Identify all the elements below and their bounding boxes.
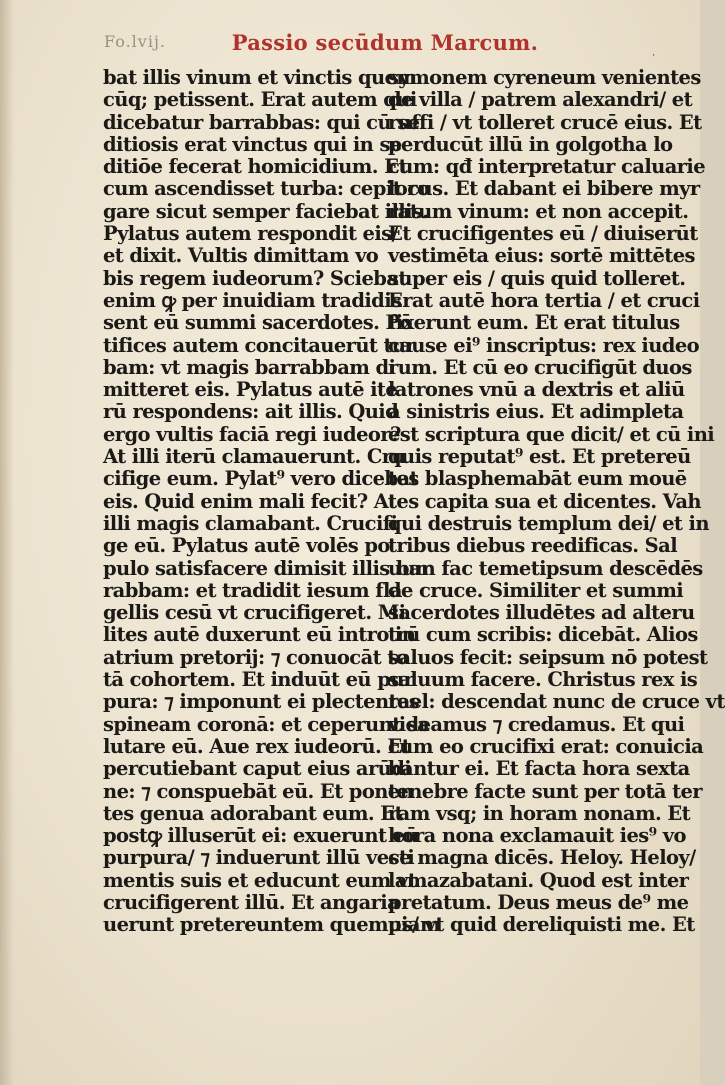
text-line: rael: descendat nunc de cruce vt <box>388 690 725 714</box>
text-line: ditiosis erat vinctus qui in se <box>103 132 402 156</box>
text-line: pulo satisfacere dimisit illis bar <box>103 556 431 580</box>
text-line: vestimēta eius: sortē mittētes <box>388 244 695 268</box>
text-line: uum fac temetipsum descēdēs <box>388 556 703 580</box>
text-line: Erat autē hora tertia / et cruci <box>388 288 700 312</box>
text-line: mentis suis et educunt eum vt <box>103 868 417 892</box>
text-line: rabbam: et tradidit iesum fla <box>103 578 402 602</box>
text-line: tifices autem concitauerūt tur <box>103 333 416 357</box>
text-line: mitteret eis. Pylatus autē ite <box>103 378 398 402</box>
text-line: saluos fecit: seipsum nō potest <box>388 645 708 669</box>
text-line: ratum vinum: et non accepit. <box>388 199 689 223</box>
gutter-shadow <box>0 0 14 1085</box>
text-line: cum ascendisset turba: cepit ro <box>103 177 430 201</box>
text-line: bat illis vinum et vinctis quem <box>103 66 417 89</box>
text-line: tribus diebus reedificas. Sal <box>388 534 678 558</box>
text-line: bam: vt magis barrabbam di <box>103 355 396 379</box>
running-head <box>0 30 700 55</box>
text-line: cause ei⁹ inscriptus: rex iudeo <box>388 333 700 357</box>
text-line: a sinistris eius. Et adimpleta <box>388 400 684 424</box>
text-line: percutiebant caput eius arūdi <box>103 757 412 781</box>
text-line: cūq; petissent. Erat autem qui <box>103 88 417 112</box>
text-line: purpura/ ⁊ induerunt illū vesti <box>103 846 415 870</box>
corner-mark: ⸱ <box>652 48 656 62</box>
text-line: tā cohortem. Et induūt eū pur <box>103 668 414 692</box>
text-line: Pylatus autem respondit eis/ <box>103 222 399 246</box>
right-text-column <box>388 66 725 937</box>
text-line: trū cum scribis: dicebāt. Alios <box>388 623 698 647</box>
text-line: lites autē duxerunt eū intro in <box>103 623 416 647</box>
text-line: tes genua adorabant eum. Et <box>103 801 403 825</box>
text-line: tes capita sua et dicentes. Vah <box>388 489 701 513</box>
text-line: locus. Et dabant ei bibere myr <box>388 177 700 201</box>
text-line: Et crucifigentes eū / diuiserūt <box>388 222 698 246</box>
text-line: perducūt illū in golgotha lo <box>388 132 673 156</box>
folio-number: Fo.lvij. <box>104 32 166 51</box>
text-line: et dixit. Vultis dimittam vo <box>103 244 379 268</box>
text-line: super eis / quis quid tolleret. <box>388 266 686 290</box>
text-line: pura: ⁊ imponunt ei plectentes <box>103 690 420 714</box>
text-line: videamus ⁊ credamus. Et qui <box>388 712 685 736</box>
left-text-column <box>103 66 440 937</box>
text-line: lutare eū. Aue rex iudeorū. Et <box>103 734 410 758</box>
text-line: fixerunt eum. Et erat titulus <box>388 311 680 335</box>
text-line: latrones vnū a dextris et aliū <box>388 378 685 402</box>
text-line: quis reputat⁹ est. Et pretereū <box>388 445 691 469</box>
text-line: bis regem iudeorum? Sciebat <box>103 266 407 290</box>
text-line: hora nona exclamauit ies⁹ vo <box>388 824 686 848</box>
text-line: ram vsq; in horam nonam. Et <box>388 801 691 825</box>
text-line: gellis cesū vt crucifigeret. Mi <box>103 601 406 625</box>
text-line: cifige eum. Pylat⁹ vero dicebat <box>103 467 418 491</box>
text-line: cum: qđ interpretatur caluarie <box>388 155 706 179</box>
text-line: cum eo crucifixi erat: conuicia <box>388 734 704 758</box>
text-line: sent eū summi sacerdotes. Pō <box>103 311 412 335</box>
text-line: est scriptura que dicit/ et cū ini <box>388 422 715 446</box>
text-line: crucifigerent illū. Et angaria <box>103 890 400 914</box>
text-line: tenebre facte sunt per totā ter <box>388 779 702 803</box>
text-line: ne: ⁊ conspuebāt eū. Et ponen <box>103 779 414 803</box>
text-line: illi magis clamabant. Crucifi <box>103 511 398 535</box>
text-line: ce magna dicēs. Heloy. Heloy/ <box>388 846 696 870</box>
text-line: lamazabatani. Quod est inter <box>388 868 689 892</box>
text-line: ge eū. Pylatus autē volēs po <box>103 534 390 558</box>
text-line: eis. Quid enim mali fecit? At <box>103 489 397 513</box>
text-line: ditiōe fecerat homicidium. Et <box>103 155 407 179</box>
text-line: symonem cyreneum venientes <box>388 66 701 89</box>
text-line: pretatum. Deus meus de⁹ me <box>388 890 689 914</box>
text-line: de cruce. Similiter et summi <box>388 578 684 602</box>
text-line: bantur ei. Et facta hora sexta <box>388 757 690 781</box>
text-line: ruffi / vt tolleret crucē eius. Et <box>388 110 702 134</box>
text-line: At illi iterū clamauerunt. Cru <box>103 445 406 469</box>
text-line: enim ꝙ per inuidiam tradidis <box>103 288 402 312</box>
text-line: us/ vt quid dereliquisti me. Et <box>388 913 695 937</box>
text-line: saluum facere. Christus rex is <box>388 668 698 692</box>
text-line: uerunt pretereuntem quempiam <box>103 913 440 937</box>
text-line: qui destruis templum dei/ et in <box>388 511 709 535</box>
text-line: atrium pretorij: ⁊ conuocāt to <box>103 645 409 669</box>
text-line: ergo vultis faciā regi iudeor? <box>103 422 401 446</box>
text-line: dicebatur barrabbas: qui cū se <box>103 110 420 134</box>
text-line: sacerdotes illudētes ad alteru <box>388 601 695 625</box>
text-line: postꝙ illuserūt ei: exuerunt eū <box>103 824 418 848</box>
text-line: de villa / patrem alexandri/ et <box>388 88 693 112</box>
text-line: spineam coronā: et ceperunt sa <box>103 712 430 736</box>
text-line: rū respondens: ait illis. Quid <box>103 400 399 424</box>
running-head-title: Passio secūdum Marcum. <box>231 30 539 55</box>
text-line: rum. Et cū eo crucifigūt duos <box>388 355 692 379</box>
text-line: gare sicut semper faciebat illis. <box>103 199 429 223</box>
text-line: tes blasphemabāt eum mouē <box>388 467 687 491</box>
